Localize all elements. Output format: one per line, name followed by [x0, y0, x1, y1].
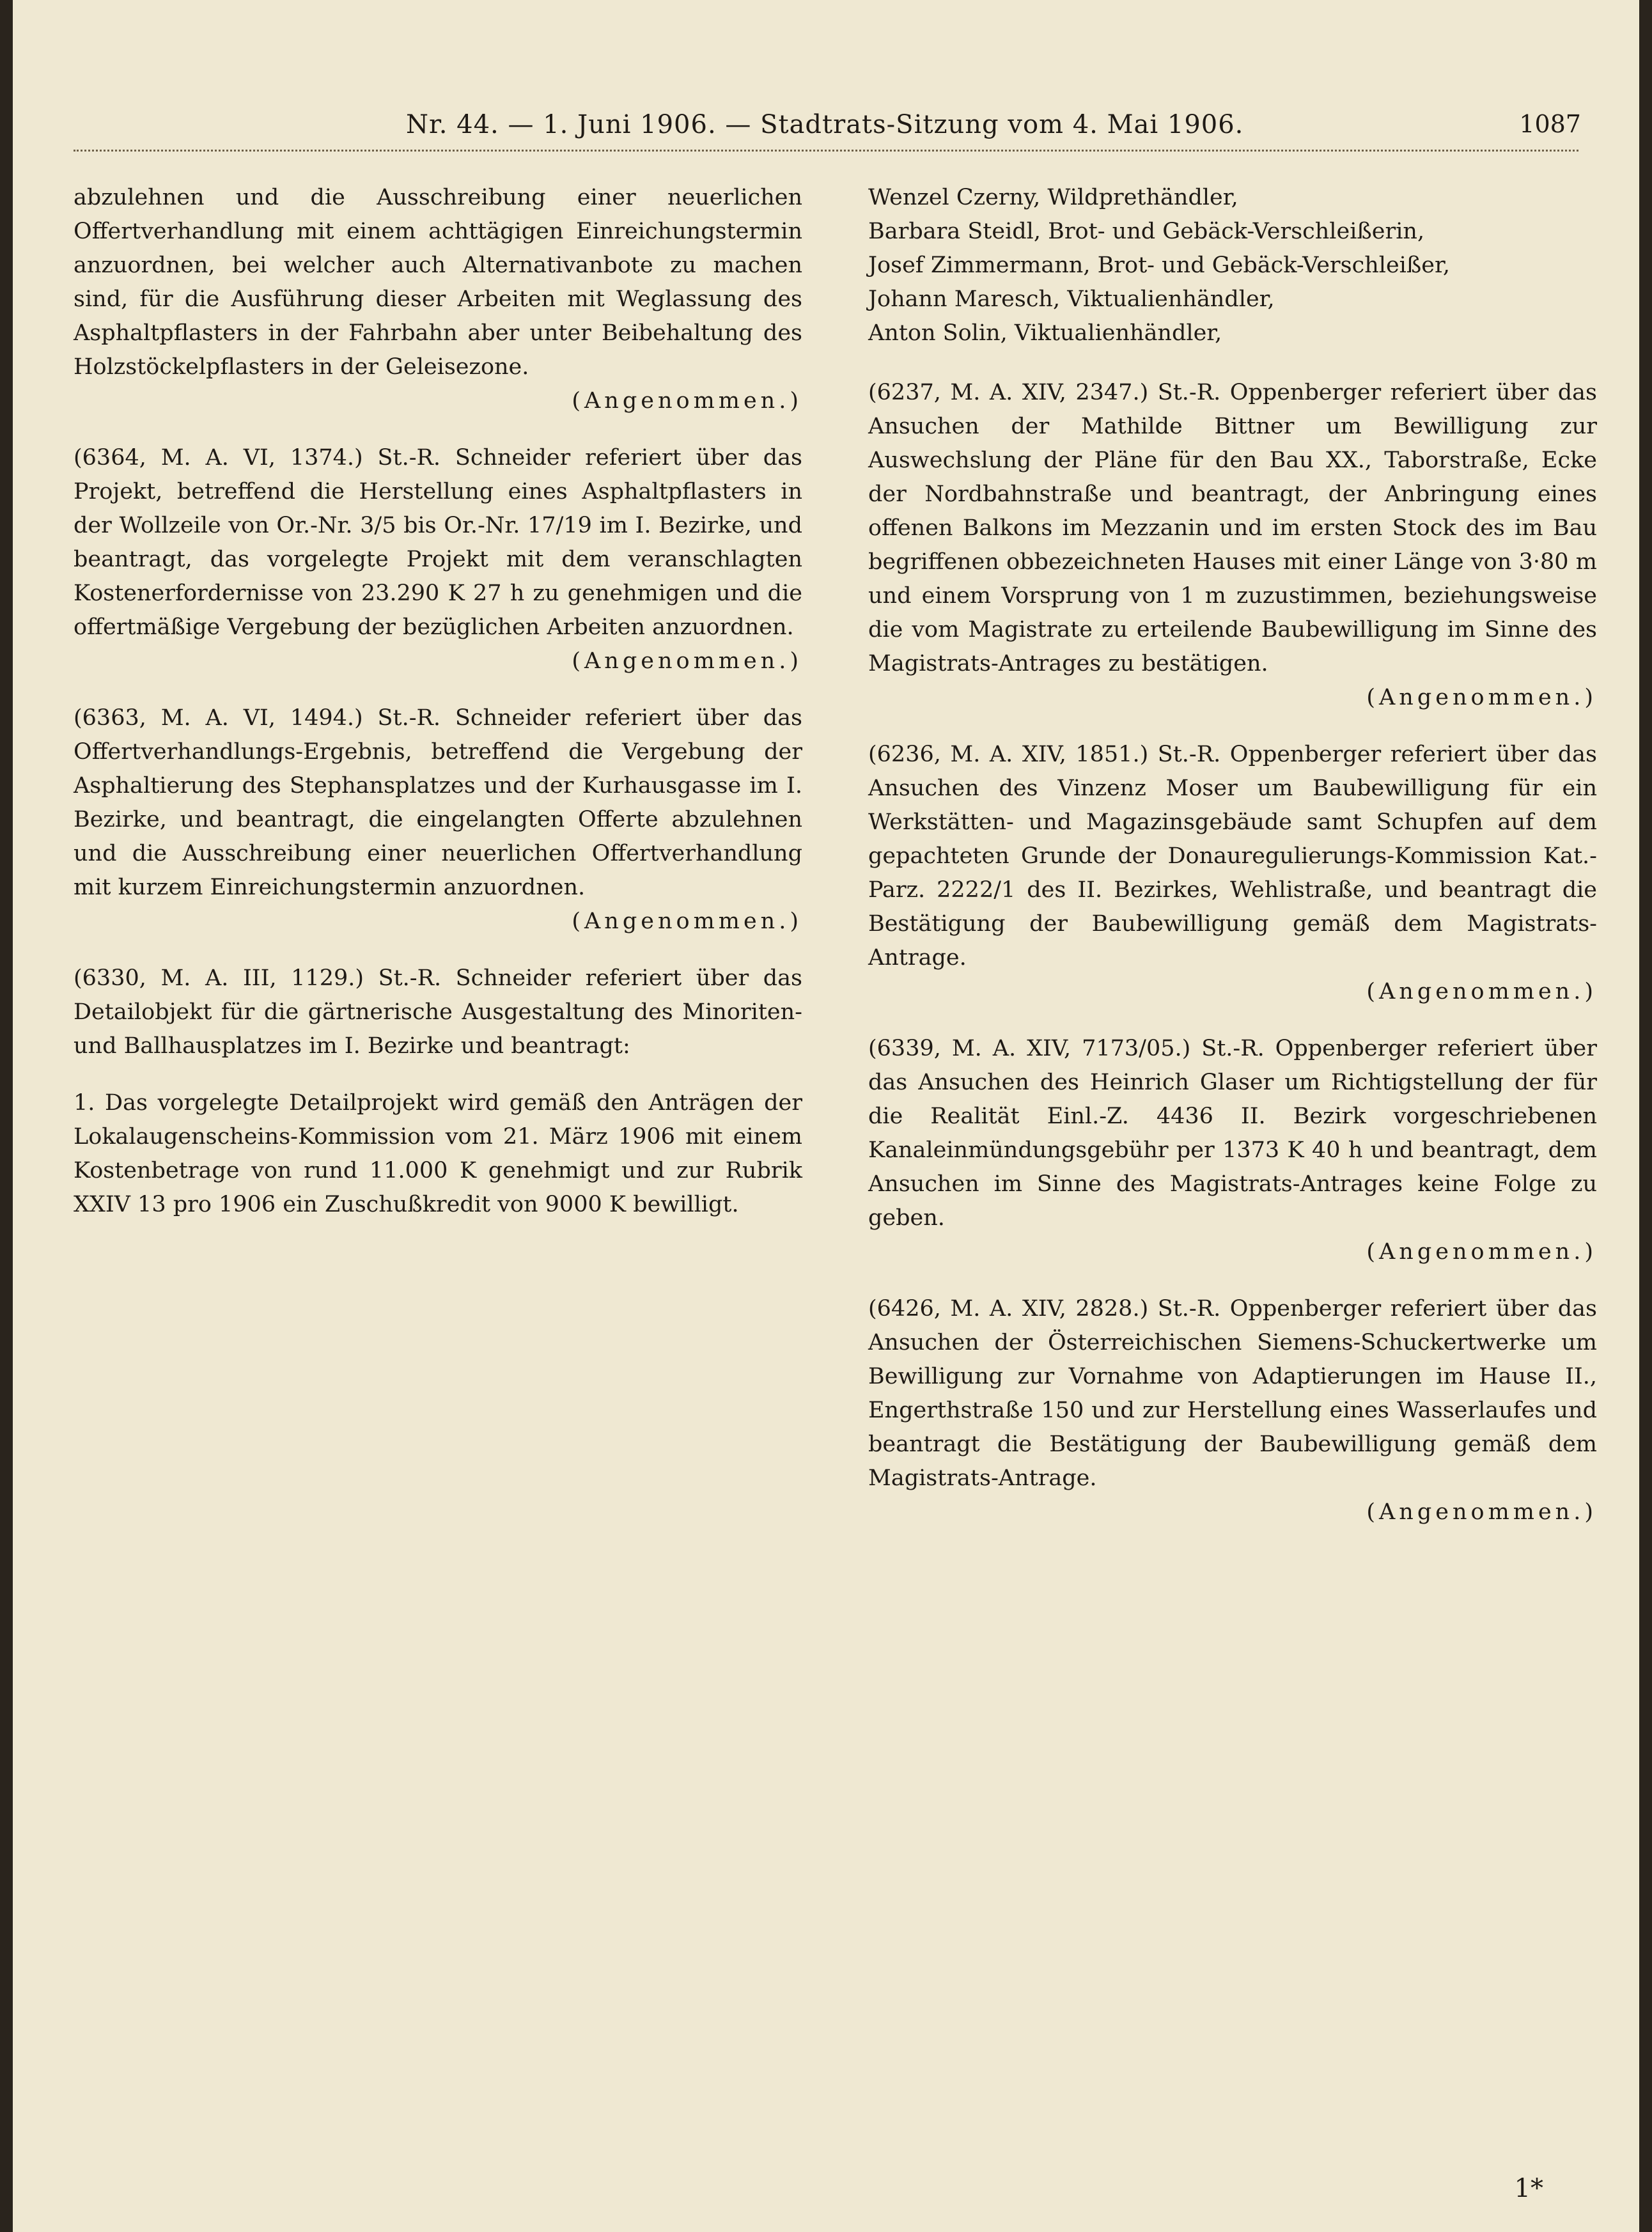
page-header: [406, 110, 1581, 143]
left-paragraph-4: (6330, M. A. III, 1129.) St.-R. Schneider referiert über das Detailobjekt für die gärtnerische Ausgestaltung des Minoriten- und Ballhausplatzes im I. Bezirke und beantragt:: [74, 965, 802, 1059]
vendor-list-item: Wenzel Czerny, Wildprethändler,: [868, 185, 1238, 210]
right-column: [868, 181, 1597, 1552]
newspaper-page: [13, 0, 1639, 2232]
left-paragraph-5: 1. Das vorgelegte Detailprojekt wird gemäß den Anträgen der Lokalaugenscheins-Kommission vom 21. März 1906 mit einem Kostenbetrage von rund 11.000 K genehmigt und zur Rubrik XXIV 13 pro 1906 ein Zuschußkredit von 9000 K bewilligt.: [74, 1090, 802, 1217]
right-paragraph-3: (6339, M. A. XIV, 7173/05.) St.-R. Oppenberger referiert über das Ansuchen des Heinrich Glaser um Richtigstellung der für die Realität Einl.-Z. 4436 II. Bezirk vorgeschriebenen Kanaleinmündungsgebühr per 1373 K 40 h und beantragt, dem Ansuchen im Sinne des Magistrats-Antrages keine Folge zu geben. (Angenommen.): [868, 1036, 1597, 1265]
vendor-list-item: Josef Zimmermann, Brot- und Gebäck-Verschleißer,: [868, 253, 1450, 278]
vendor-list-item: Barbara Steidl, Brot- und Gebäck-Verschleißerin,: [868, 219, 1425, 244]
right-paragraph-1: (6237, M. A. XIV, 2347.) St.-R. Oppenberger referiert über das Ansuchen der Mathilde Bittner um Bewilligung zur Auswechslung der Pläne für den Bau XX., Taborstraße, Ecke der Nordbahnstraße und beantragt, der Anbringung eines offenen Balkons im Mezzanin und im ersten Stock des im Bau begriffenen obbezeichneten Hauses mit einer Länge von 3·80 m und einem Vorsprung von 1 m zuzustimmen, beziehungsweise die vom Magistrate zu erteilende Baubewilligung im Sinne des Magistrats-Antrages zu bestätigen. (Angenommen.): [868, 380, 1597, 710]
left-paragraph-1: abzulehnen und die Ausschreibung einer neuerlichen Offertverhandlung mit einem achttägigen Einreichungstermin anzuordnen, bei welcher auch Alternativanbote zu machen sind, für die Ausführung dieser Arbeiten mit Weglassung des Asphaltpflasters in der Fahrbahn aber unter Beibehaltung des Holzstöckelpflasters in der Geleisezone. (Angenommen.): [74, 185, 802, 414]
signature-mark: 1*: [1514, 2174, 1543, 2203]
right-paragraph-4: (6426, M. A. XIV, 2828.) St.-R. Oppenberger referiert über das Ansuchen der Österreichischen Siemens-Schuckertwerke um Bewilligung zur Vornahme von Adaptierungen im Hause II., Engerthstraße 150 und zur Herstellung eines Wasserlaufes und beantragt die Bestätigung der Baubewilligung gemäß dem Magistrats-Antrage. (Angenommen.): [868, 1296, 1597, 1525]
vendor-list-item: Anton Solin, Viktualienhändler,: [868, 320, 1222, 346]
vendor-list-item: Johann Maresch, Viktualienhändler,: [868, 286, 1275, 312]
page-number: 1087: [1519, 110, 1581, 138]
left-paragraph-2: (6364, M. A. VI, 1374.) St.-R. Schneider referiert über das Projekt, betreffend die Herstellung eines Asphaltpflasters in der Wollzeile von Or.-Nr. 3/5 bis Or.-Nr. 17/19 im I. Bezirke, und beantragt, das vorgelegte Projekt mit dem veranschlagten Kostenerfordernisse von 23.290 K 27 h zu genehmigen und die offertmäßige Vergebung der bezüglichen Arbeiten anzuordnen. (Angenommen.): [74, 445, 802, 674]
left-column: [74, 181, 802, 1245]
header-title: Nr. 44. — 1. Juni 1906. — Stadtrats-Sitzung vom 4. Mai 1906.: [406, 110, 1244, 139]
right-paragraph-2: (6236, M. A. XIV, 1851.) St.-R. Oppenberger referiert über das Ansuchen des Vinzenz Moser um Baubewilligung für ein Werkstätten- und Magazinsgebäude samt Schupfen auf dem gepachteten Grunde der Donauregulierungs-Kommission Kat.-Parz. 2222/1 des II. Bezirkes, Wehlistraße, und beantragt die Bestätigung der Baubewilligung gemäß dem Magistrats-Antrage. (Angenommen.): [868, 742, 1597, 1004]
header-rule: [74, 150, 1578, 152]
left-paragraph-3: (6363, M. A. VI, 1494.) St.-R. Schneider referiert über das Offertverhandlungs-Ergebnis, betreffend die Vergebung der Asphaltierung des Stephansplatzes und der Kurhausgasse im I. Bezirke, und beantragt, die eingelangten Offerte abzulehnen und die Ausschreibung einer neuerlichen Offertverhandlung mit kurzem Einreichungstermin anzuordnen. (Angenommen.): [74, 705, 802, 934]
